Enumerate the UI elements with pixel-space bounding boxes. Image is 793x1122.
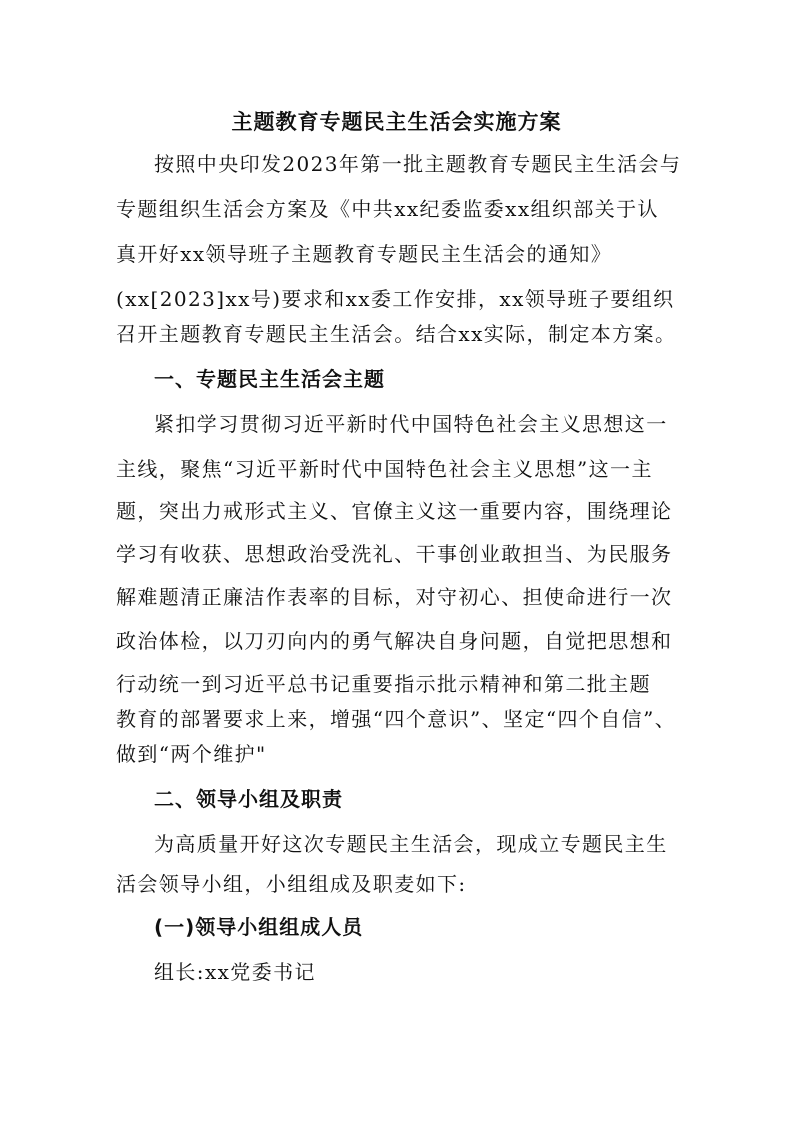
section-heading: 一、专题民主生活会主题 (154, 367, 385, 391)
body-line: 教育的部署要求上来，增强“四个意识”、坚定“四个自信”、 (116, 707, 677, 731)
body-line: 为高质量开好这次专题民主生活会，现成立专题民主生 (154, 832, 668, 856)
intro-line: 专题组织生活会方案及《中共xx纪委监委xx组织部关于认 (116, 197, 659, 221)
intro-line: (xx[2023]xx号)要求和xx委工作安排，xx领导班子要组织 (116, 287, 675, 311)
body-line: 行动统一到习近平总书记重要指示批示精神和第二批主题 (116, 672, 651, 696)
body-line: 政治体检，以刀刃向内的勇气解决自身问题，自觉把思想和 (116, 629, 673, 653)
subsection-heading: (一)领导小组组成人员 (154, 915, 364, 939)
leader-line: 组长:xx党委书记 (154, 960, 316, 984)
intro-line: 真开好xx领导班子主题教育专题民主生活会的通知》 (116, 242, 613, 266)
intro-line: 按照中央印发2023年第一批主题教育专题民主生活会与 (154, 152, 682, 176)
document-title: 主题教育专题民主生活会实施方案 (231, 110, 562, 134)
body-line: 做到“两个维护" (116, 742, 267, 766)
body-line: 主线，聚焦“习近平新时代中国特色社会主义思想”这一主 (116, 457, 653, 481)
body-line: 学习有收获、思想政治受洗礼、干事创业敢担当、为民服务 (116, 542, 673, 566)
body-line: 题，突出力戒形式主义、官僚主义这一重要内容，围绕理论 (116, 499, 673, 523)
section-heading: 二、领导小组及职责 (154, 787, 343, 811)
intro-line: 召开主题教育专题民主生活会。结合xx实际，制定本方案。 (116, 322, 677, 346)
body-line: 解难题清正廉洁作表率的目标，对守初心、担使命进行一次 (116, 585, 673, 609)
body-line: 活会领导小组，小组组成及职麦如下: (116, 872, 467, 896)
body-line: 紧扣学习贯彻习近平新时代中国特色社会主义思想这一 (154, 412, 668, 436)
